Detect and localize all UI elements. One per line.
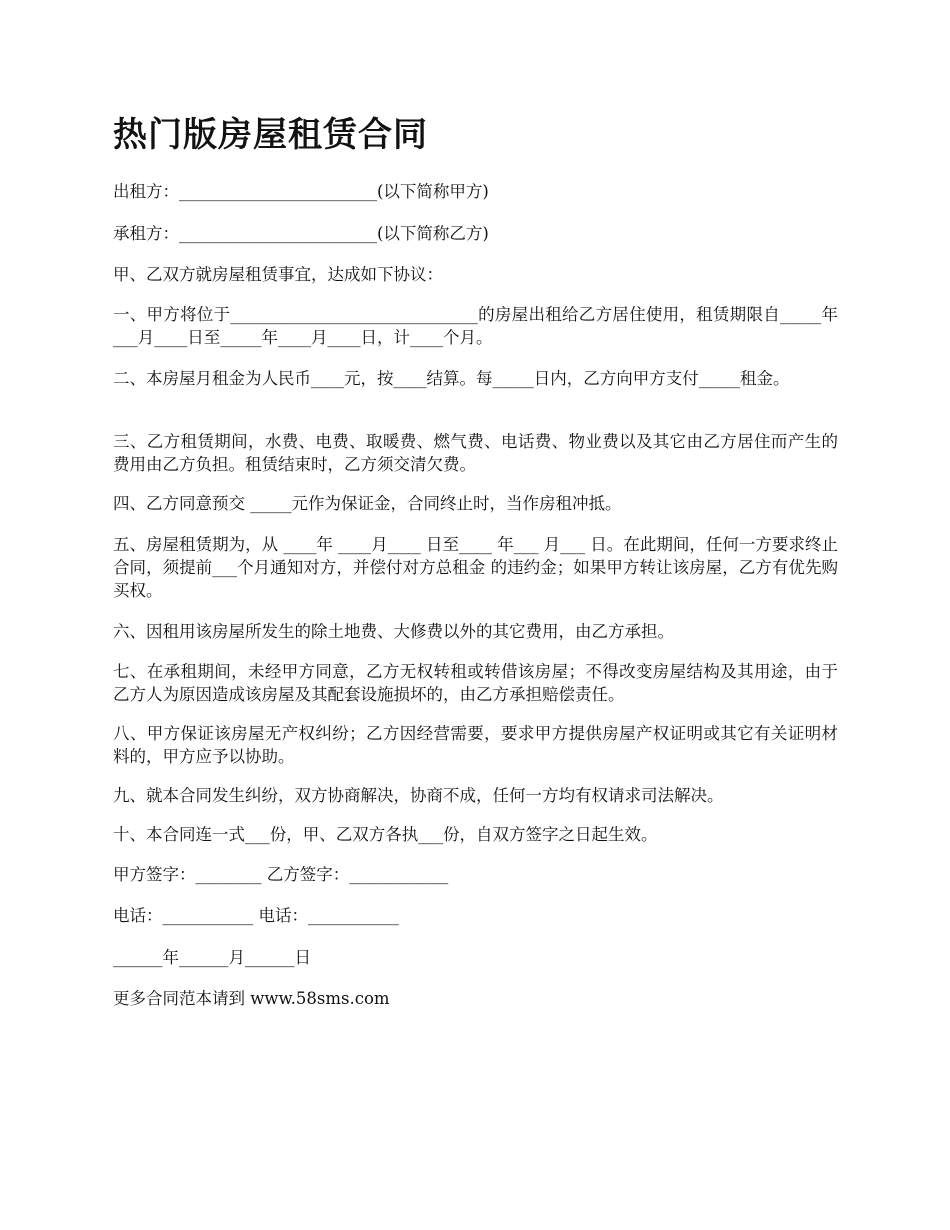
phone-line: 电话：___________ 电话：___________ xyxy=(113,906,399,925)
clause-8: 八、甲方保证该房屋无产权纠纷；乙方因经营需要，要求甲方提供房屋产权证明或其它有关证明材料的，甲方应予以协助。 xyxy=(113,724,838,766)
clause-2: 二、本房屋月租金为人民币____元，按____结算。每_____日内，乙方向甲方支付_____租金。 xyxy=(113,369,790,388)
clause-10: 十、本合同连一式___份，甲、乙双方各执___份，自双方签字之日起生效。 xyxy=(113,825,658,844)
date-line: ______年______月______日 xyxy=(113,948,311,967)
clause-5: 五、房屋租赁期为，从 ____年 ____月____ 日至____ 年___ 月___ 日。在此期间，任何一方要求终止合同，须提前___个月通知对方，并偿付对方总租金 的违约金；如果甲方转让该房屋，乙方有优先购买权。 xyxy=(113,535,838,600)
lessee-line: 承租方：________________________(以下简称乙方) xyxy=(113,224,489,243)
agreement-intro: 甲、乙双方就房屋租赁事宜，达成如下协议： xyxy=(113,265,443,284)
lessor-line: 出租方：________________________(以下简称甲方) xyxy=(113,182,489,201)
clause-9: 九、就本合同发生纠纷，双方协商解决，协商不成，任何一方均有权请求司法解决。 xyxy=(113,786,724,805)
clause-1: 一、甲方将位于______________________________的房屋出租给乙方居住使用，租赁期限自_____年___月____日至_____年____月____日，计____个月。 xyxy=(113,305,838,347)
footer-note: 更多合同范本请到 www.58sms.com xyxy=(113,989,390,1008)
clause-6: 六、因租用该房屋所发生的除土地费、大修费以外的其它费用，由乙方承担。 xyxy=(113,622,674,641)
clause-7: 七、在承租期间，未经甲方同意，乙方无权转租或转借该房屋；不得改变房屋结构及其用途，由于乙方人为原因造成该房屋及其配套设施损坏的，由乙方承担赔偿责任。 xyxy=(113,662,838,704)
signature-line: 甲方签字：________ 乙方签字：____________ xyxy=(113,865,449,884)
document-title: 热门版房屋租赁合同 xyxy=(113,115,428,155)
clause-3: 三、乙方租赁期间，水费、电费、取暖费、燃气费、电话费、物业费以及其它由乙方居住而产生的费用由乙方负担。租赁结束时，乙方须交清欠费。 xyxy=(113,432,838,474)
clause-4: 四、乙方同意预交 _____元作为保证金，合同终止时，当作房租冲抵。 xyxy=(113,494,622,513)
